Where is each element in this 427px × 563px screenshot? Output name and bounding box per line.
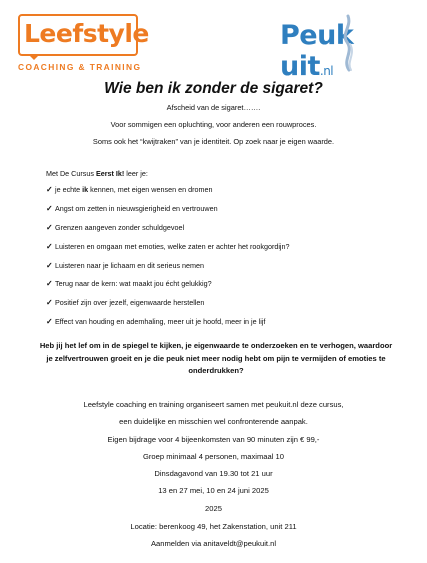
page-title: Wie ben ik zonder de sigaret?	[104, 80, 323, 97]
signup-line: Aanmelden via anitaveldt@peukuit.nl	[150, 539, 277, 549]
time-line: Dinsdagavond van 19.30 tot 21 uur	[154, 469, 273, 479]
smoke-icon	[338, 14, 360, 72]
peukuit-logo-part2: uit	[280, 51, 320, 82]
list-item	[46, 261, 386, 270]
info-section	[0, 399, 427, 550]
intro-section	[0, 103, 427, 154]
header	[0, 0, 427, 82]
intro-line: Voor sommigen een opluchting, voor anderen een rouwproces.	[110, 120, 317, 129]
list-item	[46, 317, 386, 326]
list-item-text: kennen, met eigen wensen en dromen	[88, 185, 213, 194]
list-item	[46, 185, 386, 194]
course-list	[46, 185, 386, 326]
list-item	[46, 279, 386, 288]
course-intro	[46, 169, 386, 178]
location-line: Locatie: berenkoog 49, het Zakenstation, unit 211	[130, 522, 297, 532]
list-item	[46, 298, 386, 307]
speech-bubble-tail	[28, 54, 40, 60]
list-item-text: je echte	[55, 185, 83, 194]
cost-line: Eigen bijdrage voor 4 bijeenkomsten van 90 minuten zijn € 99,-	[107, 434, 320, 444]
list-item-text: Effect van houding en ademhaling, meer uit je hoofd, meer in je lijf	[55, 317, 266, 327]
approach-line: een duidelijke en misschien wel confronterende aanpak.	[119, 417, 308, 427]
list-item-text: Positief zijn over jezelf, eigenwaarde herstellen	[55, 298, 205, 308]
course-name: Eerst Ik!	[95, 169, 125, 178]
intro-line: Soms ook het “kwijtraken” van je identiteit. Op zoek naar je eigen waarde.	[92, 137, 335, 146]
leefstyle-logo-subtitle: COACHING & TRAINING	[18, 62, 142, 72]
course-intro-post: leer je:	[124, 169, 148, 178]
check-icon: ✓	[46, 185, 53, 194]
check-icon: ✓	[46, 260, 53, 270]
year-line: 2025	[205, 503, 222, 513]
list-item-text: Terug naar de kern: wat maakt jou écht gelukkig?	[55, 279, 212, 289]
leefstyle-logo-name: Leefstyle	[24, 19, 149, 48]
check-icon: ✓	[46, 203, 53, 213]
check-icon: ✓	[46, 241, 53, 251]
intro-line: Afscheid van de sigaret…….	[166, 103, 261, 112]
peukuit-logo-part3: .nl	[319, 64, 334, 78]
course-intro-pre: Met De Cursus	[46, 169, 96, 178]
list-item	[46, 242, 386, 251]
list-item	[46, 223, 386, 232]
list-item-text: Luisteren naar je lichaam en dit serieus nemen	[55, 260, 205, 270]
list-item-text: Grenzen aangeven zonder schuldgevoel	[55, 222, 185, 232]
call-to-action-question: Heb jij het lef om in de spiegel te kijken, je eigenwaarde te onderzoeken en te verhogen, waardoor je zelfvertrouwen groeit en je die peuk niet meer nodig hebt om pijn te vermijden of emoties te onderdrukken?	[39, 341, 393, 375]
peukuit-logo	[280, 14, 420, 82]
list-item-bold: ik	[82, 185, 89, 194]
dates-line: 13 en 27 mei, 10 en 24 juni 2025	[158, 486, 269, 496]
list-item-text: Luisteren en omgaan met emoties, welke zaten er achter het rookgordijn?	[55, 241, 290, 251]
check-icon: ✓	[46, 222, 53, 232]
list-item-text: Angst om zetten in nieuwsgierigheid en vertrouwen	[55, 203, 218, 213]
peukuit-logo-part1: Peuk	[280, 20, 354, 51]
organizer-line: Leefstyle coaching en training organiseert samen met peukuit.nl deze cursus,	[83, 400, 344, 409]
course-section	[46, 169, 386, 336]
check-icon: ✓	[46, 279, 53, 289]
group-size-line: Groep minimaal 4 personen, maximaal 10	[143, 451, 284, 461]
list-item	[46, 204, 386, 213]
check-icon: ✓	[46, 298, 53, 308]
leefstyle-logo	[18, 14, 149, 72]
check-icon: ✓	[46, 317, 53, 327]
